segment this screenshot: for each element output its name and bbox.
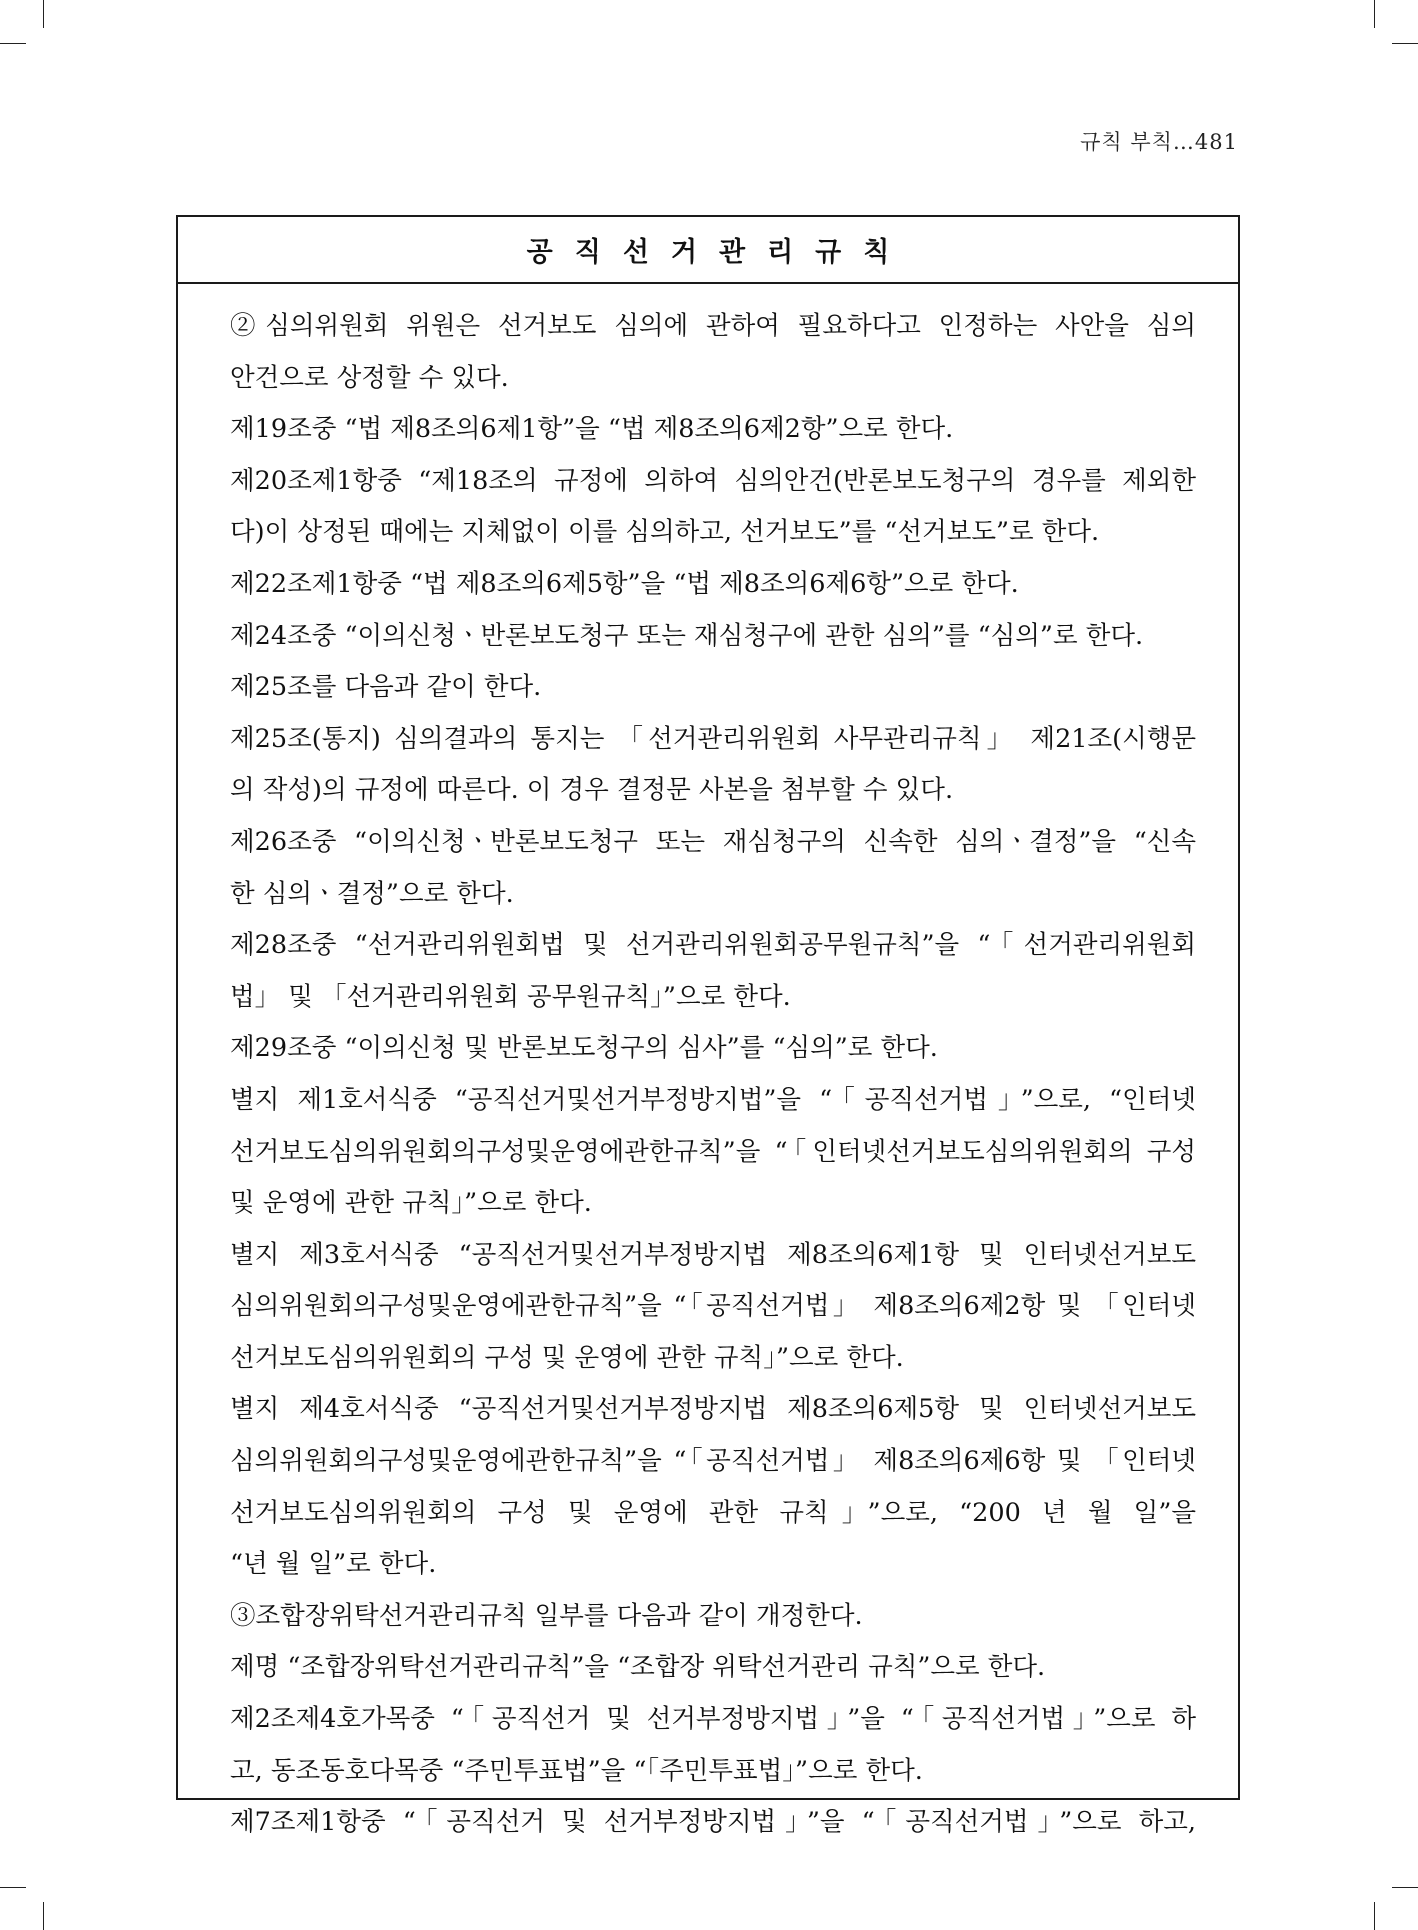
- text-line: 제20조제1항중 “제18조의 규정에 의하여 심의안건(반론보도청구의 경우를 제외한: [230, 465, 1196, 496]
- crop-mark-bottom-left-h: [0, 1887, 26, 1888]
- text-line: 및 운영에 관한 규칙」”으로 한다.: [230, 1188, 592, 1219]
- text-line: 안건으로 상정할 수 있다.: [230, 362, 509, 393]
- text-line: “년 월 일”로 한다.: [230, 1549, 437, 1580]
- text-line: 제19조중 “법 제8조의6제1항”을 “법 제8조의6제2항”으로 한다.: [230, 414, 954, 445]
- document-frame: [176, 215, 1240, 1838]
- text-line: 별지 제3호서식중 “공직선거및선거부정방지법 제8조의6제1항 및 인터넷선거보도: [230, 1239, 1196, 1270]
- title-row: [178, 217, 1238, 284]
- crop-mark-bottom-right-h: [1392, 1887, 1418, 1888]
- text-line: 제명 “조합장위탁선거관리규칙”을 “조합장 위탁선거관리 규칙”으로 한다.: [230, 1652, 1046, 1683]
- text-line: ③조합장위탁선거관리규칙 일부를 다음과 같이 개정한다.: [230, 1600, 863, 1631]
- text-line: 제24조중 “이의신청ㆍ반론보도청구 또는 재심청구에 관한 심의”를 “심의”로 한다.: [230, 620, 1144, 651]
- text-line: 선거보도심의위원회의 구성 및 운영에 관한 규칙」”으로 한다.: [230, 1342, 904, 1373]
- crop-mark-top-left: [43, 0, 44, 28]
- text-line: 고, 동조동호다목중 “주민투표법”을 “「주민투표법」”으로 한다.: [230, 1755, 923, 1786]
- text-line: 제25조를 다음과 같이 한다.: [230, 672, 542, 703]
- crop-mark-top-left-h: [0, 43, 26, 44]
- crop-mark-top-right-h: [1392, 43, 1418, 44]
- text-line: ②심의위원회 위원은 선거보도 심의에 관하여 필요하다고 인정하는 사안을 심의: [230, 311, 1196, 341]
- text-line: 별지 제4호서식중 “공직선거및선거부정방지법 제8조의6제5항 및 인터넷선거보도: [230, 1394, 1196, 1425]
- text-line: 선거보도심의위원회의 구성 및 운영에 관한 규칙」”으로, “200 년 월 일”을: [230, 1497, 1196, 1528]
- crop-mark-bottom-right: [1374, 1902, 1375, 1930]
- text-line: 의 작성)의 규정에 따른다. 이 경우 결정문 사본을 첨부할 수 있다.: [230, 775, 954, 806]
- text-line: 제28조중 “선거관리위원회법 및 선거관리위원회공무원규칙”을 “「선거관리위원회: [230, 930, 1196, 961]
- text-line: 다)이 상정된 때에는 지체없이 이를 심의하고, 선거보도”를 “선거보도”로 한다.: [230, 517, 1100, 548]
- text-line: 별지 제1호서식중 “공직선거및선거부정방지법”을 “「공직선거법」”으로, “인터넷: [230, 1084, 1196, 1115]
- text-line: 제7조제1항중 “「공직선거 및 선거부정방지법」”을 “「공직선거법」”으로 하고,: [230, 1807, 1196, 1838]
- document-body: [230, 301, 1196, 1849]
- document-title: 공직선거관리규칙: [526, 237, 912, 268]
- text-line: 법」 및 「선거관리위원회 공무원규칙」”으로 한다.: [230, 981, 791, 1012]
- crop-mark-bottom-left: [43, 1902, 44, 1930]
- text-line: 제25조(통지) 심의결과의 통지는 「선거관리위원회 사무관리규칙」 제21조(시행문: [230, 723, 1196, 754]
- crop-mark-top-right: [1374, 0, 1375, 28]
- text-line: 제26조중 “이의신청ㆍ반론보도청구 또는 재심청구의 신속한 심의ㆍ결정”을 “신속: [230, 826, 1196, 857]
- text-line: 심의위원회의구성및운영에관한규칙”을 “「공직선거법」 제8조의6제2항 및 「인터넷: [230, 1291, 1196, 1322]
- page-header: 규칙 부칙…481: [1080, 130, 1238, 154]
- text-line: 제29조중 “이의신청 및 반론보도청구의 심사”를 “심의”로 한다.: [230, 1033, 938, 1064]
- text-line: 심의위원회의구성및운영에관한규칙”을 “「공직선거법」 제8조의6제6항 및 「인터넷: [230, 1446, 1196, 1477]
- text-line: 제22조제1항중 “법 제8조의6제5항”을 “법 제8조의6제6항”으로 한다.: [230, 568, 1019, 599]
- text-line: 제2조제4호가목중 “「공직선거 및 선거부정방지법」”을 “「공직선거법」”으로 하: [230, 1704, 1196, 1735]
- text-line: 선거보도심의위원회의구성및운영에관한규칙”을 “「인터넷선거보도심의위원회의 구성: [230, 1136, 1196, 1167]
- text-line: 한 심의ㆍ결정”으로 한다.: [230, 878, 514, 909]
